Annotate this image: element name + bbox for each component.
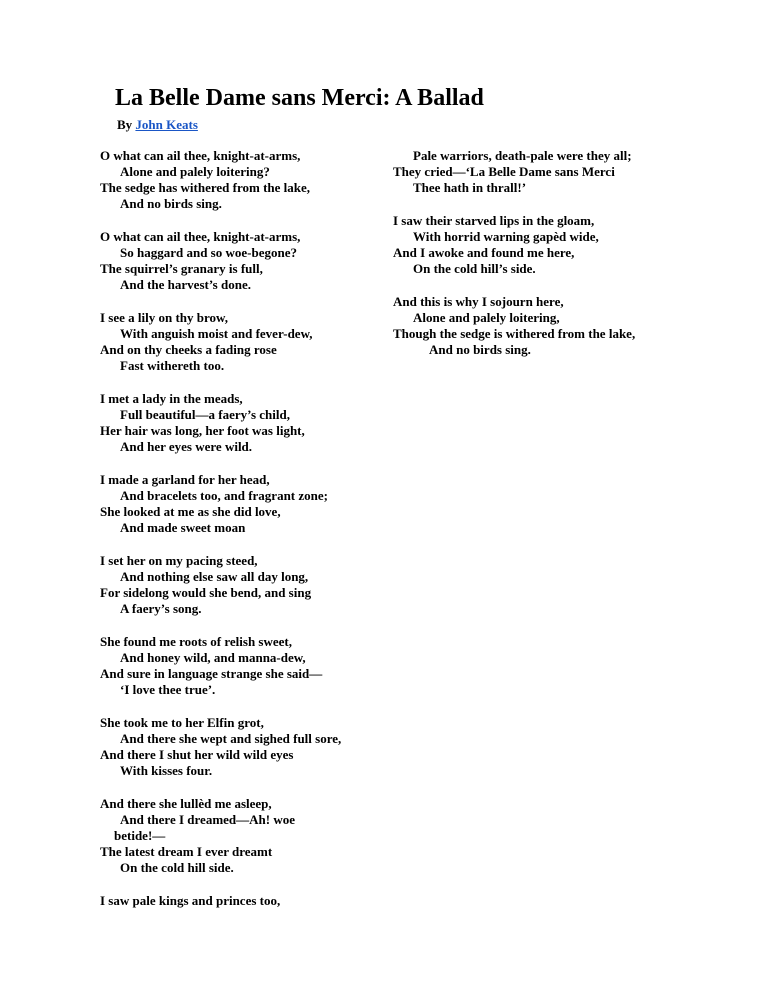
poem-line: I saw pale kings and princes too,	[100, 893, 281, 908]
poem-line: And no birds sing.	[429, 342, 531, 357]
poem-line: She took me to her Elfin grot,	[100, 715, 264, 730]
poem-line: I made a garland for her head,	[100, 472, 270, 487]
poem-line: So haggard and so woe-begone?	[120, 245, 297, 260]
poem-line: And made sweet moan	[120, 520, 246, 535]
poem-line: The squirrel’s granary is full,	[100, 261, 263, 276]
poem-line: Though the sedge is withered from the lake,	[393, 326, 636, 341]
poem-line: And her eyes were wild.	[120, 439, 253, 454]
stanza-5	[100, 472, 380, 536]
poem-line: For sidelong would she bend, and sing	[100, 585, 312, 600]
byline-prefix: By	[117, 117, 133, 132]
poem-line: O what can ail thee, knight-at-arms,	[100, 148, 301, 163]
stanza-3	[100, 310, 380, 374]
poem-line: And on thy cheeks a fading rose	[100, 342, 277, 357]
poem-line: On the cold hill’s side.	[413, 261, 536, 276]
poem-line: I met a lady in the meads,	[100, 391, 243, 406]
stanza-4	[100, 391, 380, 455]
poem-line: And there she wept and sighed full sore,	[120, 731, 342, 746]
poem-line: And bracelets too, and fragrant zone;	[120, 488, 328, 503]
byline	[117, 117, 198, 133]
poem-line: I see a lily on thy brow,	[100, 310, 228, 325]
stanza-6	[100, 553, 380, 617]
poem-line: And I awoke and found me here,	[393, 245, 575, 260]
stanza-7	[100, 634, 380, 698]
poem-line: And sure in language strange she said—	[100, 666, 323, 681]
poem-line: And there I dreamed—Ah! woe	[120, 812, 296, 827]
poem-title: La Belle Dame sans Merci: A Ballad	[115, 85, 484, 111]
poem-line: And there she lullèd me asleep,	[100, 796, 272, 811]
poem-line: And no birds sing.	[120, 196, 222, 211]
poem-line: With kisses four.	[120, 763, 213, 778]
poem-line: She looked at me as she did love,	[100, 504, 281, 519]
poem-line: A faery’s song.	[120, 601, 202, 616]
poem-line: ‘I love thee true’.	[120, 682, 216, 697]
poem-line: I saw their starved lips in the gloam,	[393, 213, 595, 228]
poem-line: With anguish moist and fever-dew,	[120, 326, 313, 341]
poem-line: I set her on my pacing steed,	[100, 553, 258, 568]
poem-line: Alone and palely loitering,	[413, 310, 560, 325]
poem-line-continuation: betide!—	[114, 828, 166, 843]
poem-column-left	[100, 148, 380, 926]
stanza-10-start	[100, 893, 380, 909]
poem-line: She found me roots of relish sweet,	[100, 634, 292, 649]
poem-line: The latest dream I ever dreamt	[100, 844, 273, 859]
poem-line: And this is why I sojourn here,	[393, 294, 564, 309]
poem-line: The sedge has withered from the lake,	[100, 180, 311, 195]
stanza-8	[100, 715, 380, 779]
poem-line: Full beautiful—a faery’s child,	[120, 407, 290, 422]
poem-line: On the cold hill side.	[120, 860, 234, 875]
poem-line: And honey wild, and manna-dew,	[120, 650, 306, 665]
stanza-9	[100, 796, 380, 876]
poem-line: And nothing else saw all day long,	[120, 569, 309, 584]
stanza-11	[393, 213, 668, 277]
stanza-1	[100, 148, 380, 212]
poem-line: With horrid warning gapèd wide,	[413, 229, 599, 244]
poem-line: And the harvest’s done.	[120, 277, 251, 292]
stanza-10-end	[393, 148, 668, 196]
poem-column-right	[393, 148, 668, 375]
author-link[interactable]: John Keats	[135, 117, 198, 132]
stanza-2	[100, 229, 380, 293]
poem-line: O what can ail thee, knight-at-arms,	[100, 229, 301, 244]
poem-line: Her hair was long, her foot was light,	[100, 423, 305, 438]
poem-line: Pale warriors, death-pale were they all;	[413, 148, 632, 163]
poem-line: Thee hath in thrall!’	[413, 180, 527, 195]
poem-line: Fast withereth too.	[120, 358, 225, 373]
stanza-12	[393, 294, 668, 358]
poem-line: Alone and palely loitering?	[120, 164, 270, 179]
poem-line: They cried—‘La Belle Dame sans Merci	[393, 164, 615, 179]
poem-line: And there I shut her wild wild eyes	[100, 747, 294, 762]
